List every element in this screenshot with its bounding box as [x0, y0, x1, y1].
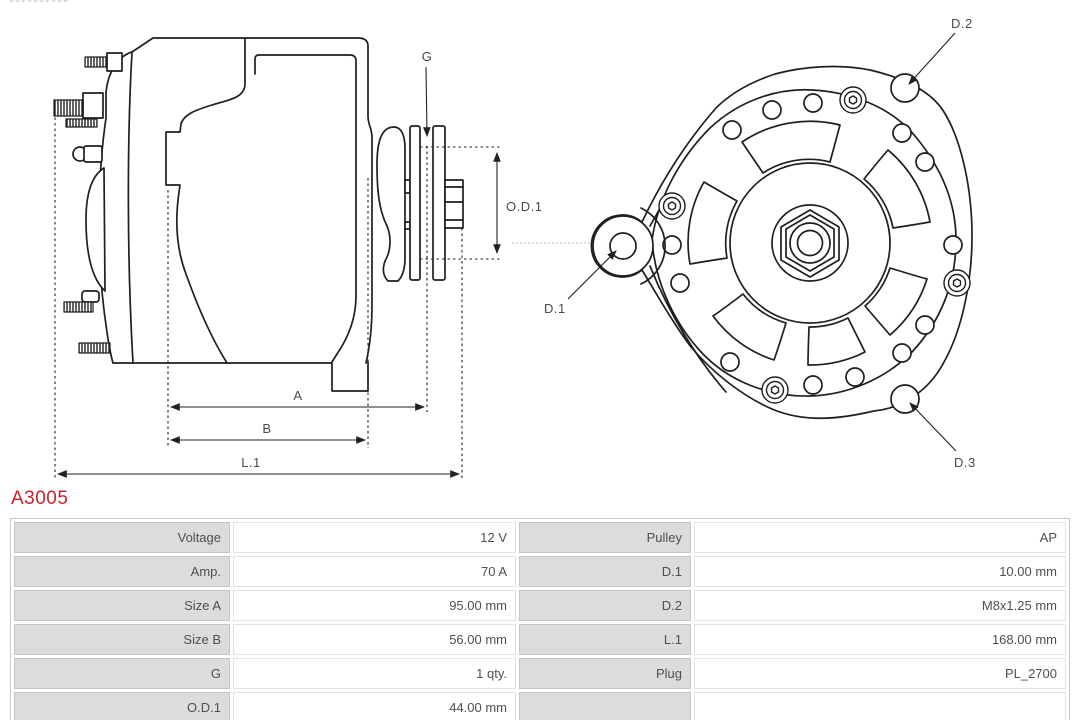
spec-label-cell: Size B: [14, 624, 230, 655]
rear-connector: [107, 53, 122, 71]
spec-table: [10, 518, 1070, 720]
spec-value-cell: 1 qty.: [233, 658, 516, 689]
side-front-contour: [166, 38, 245, 363]
terminal-tab: [84, 146, 102, 162]
spec-label-cell: D.1: [519, 556, 691, 587]
dim-label-od1: O.D.1: [506, 199, 543, 214]
pulley-flange-left: [410, 126, 420, 280]
dim-label-d2: D.2: [951, 16, 973, 31]
bolt-upper-large-icon: [54, 100, 83, 116]
spec-label-cell: [519, 692, 691, 720]
part-number: A3005: [11, 488, 69, 509]
fan-hub: [377, 127, 405, 281]
spec-value-cell: [694, 692, 1066, 720]
spec-value-cell: AP: [694, 522, 1066, 553]
side-front-inset: [255, 55, 356, 362]
spec-value-cell: 10.00 mm: [694, 556, 1066, 587]
dim-label-d1: D.1: [544, 301, 566, 316]
rear-block: [83, 93, 103, 118]
spec-label-cell: L.1: [519, 624, 691, 655]
rear-lower-tab: [82, 291, 99, 302]
spec-value-cell: 168.00 mm: [694, 624, 1066, 655]
spec-label-cell: Size A: [14, 590, 230, 621]
spec-label-cell: Amp.: [14, 556, 230, 587]
spec-label-cell: Plug: [519, 658, 691, 689]
side-view-drawing: [54, 38, 463, 391]
spec-value-cell: 95.00 mm: [233, 590, 516, 621]
rear-cover-bulge: [86, 168, 105, 291]
dim-label-g: G: [421, 49, 433, 64]
spec-value-cell: 56.00 mm: [233, 624, 516, 655]
dim-label-b: B: [262, 421, 272, 436]
mount-ear-hole-d1: [610, 233, 636, 259]
dim-label-d3: D.3: [954, 455, 976, 470]
spec-label-cell: Pulley: [519, 522, 691, 553]
leader-g: [426, 67, 427, 136]
dim-label-l1: L.1: [241, 455, 261, 470]
spec-label-cell: Voltage: [14, 522, 230, 553]
leader-d2: [909, 33, 955, 84]
spec-value-cell: 44.00 mm: [233, 692, 516, 720]
spec-label-cell: G: [14, 658, 230, 689]
side-body-bottom-foot: [113, 362, 368, 391]
front-view-drawing: [591, 67, 972, 419]
spec-value-cell: 70 A: [233, 556, 516, 587]
shaft-bore: [798, 231, 823, 256]
bolt-bottom-icon: [79, 343, 110, 353]
leader-d1: [568, 251, 616, 299]
bolt-top-icon: [85, 57, 107, 67]
side-body-top-right: [132, 38, 372, 363]
spec-label-cell: D.2: [519, 590, 691, 621]
spec-value-cell: 12 V: [233, 522, 516, 553]
spec-label-cell: O.D.1: [14, 692, 230, 720]
leader-d3: [910, 403, 956, 451]
side-view-dimensions: [55, 67, 594, 478]
dim-label-a: A: [293, 388, 303, 403]
spec-value-cell: M8x1.25 mm: [694, 590, 1066, 621]
bolt-upper-thin-icon: [66, 119, 97, 127]
spec-value-cell: PL_2700: [694, 658, 1066, 689]
side-rear-seam: [128, 52, 133, 363]
pulley-flange-right: [433, 126, 445, 280]
bolt-lower-icon: [64, 302, 93, 312]
